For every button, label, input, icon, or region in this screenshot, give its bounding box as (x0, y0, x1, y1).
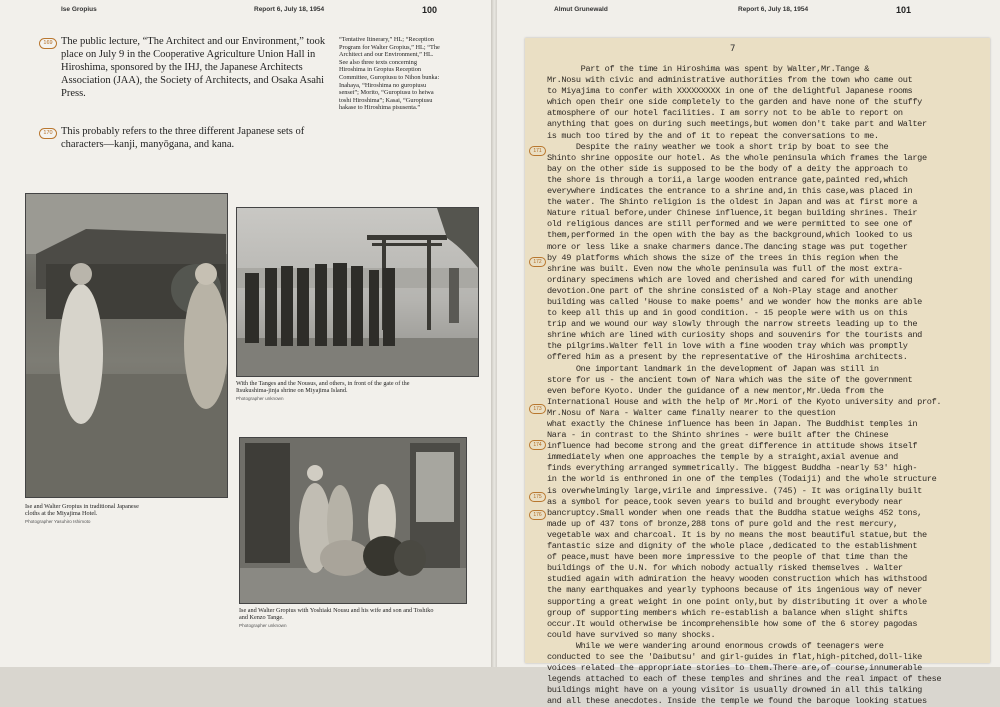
caption-photo-1 (25, 503, 145, 525)
left-page (0, 0, 493, 667)
note-marker-170: 170 (39, 128, 57, 139)
typescript-marker-172: 172 (529, 257, 546, 267)
typescript-line: Mr.Nosu of Nara - Walter came finally nearer to the question (547, 407, 836, 418)
note-marker-169: 169 (39, 38, 57, 49)
caption-photo-3 (239, 607, 439, 629)
note-170-text: This probably refers to the three different Japanese sets of characters—kanji, manyōgana, and kana. (61, 126, 305, 150)
typescript-line: is much too tired by the and of it to repeat the conversations to me. (547, 130, 879, 141)
typescript-line: old religious dances are still performed and we were permitted to see one of (547, 219, 913, 230)
typescript-line: made up of 437 tons of bronze,288 tons of pure gold and the rest mercury, (547, 518, 898, 529)
typescript-line: even before Kyoto. Under the guidance of a new mentor,Mr.Ueda from the (547, 385, 884, 396)
typescript-line: which open their one side completely to the garden and have none of the stuffy (547, 97, 922, 108)
caption-photo-1-credit: Photographer Yasuhiro Ishimoto (25, 518, 91, 524)
typescript-line: more or less like a snake charmers dance.The dancing stage was put together (547, 241, 908, 252)
typescript-line: finds everything arranged symmetrically. The biggest Buddha -nearly 53' high- (547, 463, 918, 474)
photo-itsukushima-shrine-gate-image (237, 208, 478, 376)
typescript-line: the water. The Shinto religion is the oldest in Japan and was at first more a (547, 197, 918, 208)
photo-gropius-nousu-tange (239, 437, 467, 604)
caption-photo-2-credit: Photographer unknown (236, 395, 284, 401)
photo-itsukushima-shrine-gate (236, 207, 479, 377)
typescript-line: buildings might have on a young visitor is usually drowned in all this talking (547, 685, 922, 696)
typescript-line: them,performed in the open with the bay as the background,which looked to us (547, 230, 913, 241)
typescript-line: influence had become strong and the great difference in attitude shows itself (547, 441, 918, 452)
typescript-line: bancruptcy.Small wonder when one reads that the Buddha statue weighs 452 tons, (547, 507, 922, 518)
typescript-line: vegetable wax and charcoal. It is by no means the most beautiful statue,but the (547, 529, 927, 540)
caption-photo-2 (236, 380, 436, 402)
typescript-line: occur.It would otherwise be incomprehensible how some of the 6 storey pagodas (547, 618, 918, 629)
typescript-line: could have survived so many shocks. (547, 629, 716, 640)
typescript-line: voices related the appropriate stories to them.There are,of course,innumerable (547, 663, 922, 674)
typescript-line: atmosphere of our hotel facilities. I am sorry not to be able to report on (547, 108, 903, 119)
typescript-line: One important landmark in the development of Japan was still in (547, 363, 879, 374)
typescript-line: to Miyajima to confer with XXXXXXXXX in one of the delightful Japanese rooms (547, 86, 913, 97)
typescript-line: of peace,must have been more impressive to the people of that time than the (547, 552, 908, 563)
typescript-line: International House and with the help of Mr.Mori of the Kyoto university and prof. (547, 396, 942, 407)
caption-photo-2-text: With the Tanges and the Nousus, and others, in front of the gate of the Itsukushima-jinja shrine on Miyajima Island. (236, 380, 410, 395)
photo-gropius-miyajima-hotel-image (26, 194, 227, 497)
typescript-line: ordinary specimens which are loved and cherished and cared for with unending (547, 274, 913, 285)
typescript-line: what exactly the Chinese influence has been in Japan. The Buddhist temples in (547, 419, 918, 429)
typescript-line: in the world is enthroned in one of the temples (Todaiji) and the whole structure (547, 474, 937, 485)
typescript-line: everywhere indicates the entrance to a shrine and,in this case,was placed in (547, 186, 913, 197)
typescript-line: as a symbol for peace,took seven years to build and brought everybody near (547, 496, 903, 507)
typescript-line: Nature ritual before,under Chinese influence,it began building shrines. Their (547, 208, 918, 219)
typescript-page-number: 7 (730, 44, 736, 54)
typescript-line: studied again with admiration the heavy wooden construction which has withstood (547, 574, 927, 585)
typescript-line: store for us - the ancient town of Nara which was the site of the government (547, 374, 913, 385)
typescript-marker-176: 176 (529, 510, 546, 520)
typescript-line: the many earthquakes and yearly typhoons because of its ingenious way of never (547, 585, 922, 596)
left-header-author: Ise Gropius (61, 6, 97, 13)
photo-gropius-miyajima-hotel (25, 193, 228, 498)
typescript-line: group of supporting members which re-establish a balance when slight shifts (547, 607, 908, 618)
side-note: “Tentative Itinerary,” HL; “Reception Program for Walter Gropius,” HL; “The Architect and our Environment,” HL. See also three texts concerning Hiroshima in Gropius Reception Committee, Guropiusu to Nihon bunka: Inahaya, “Hiroshima no guropiusu sensei”; Morito, “Guropiusu to heiwa toshi Hiroshima”; Kasai, “Guropiusu hakase to Hiroshima pisusenta.” (339, 36, 440, 112)
typescript-line: building was called 'House to make poems' and we wonder how the monks are able (547, 296, 922, 307)
caption-photo-3-credit: Photographer unknown (239, 622, 287, 628)
typescript-line: Nara - in contrast to the Shinto shrines - were built after the Chinese (547, 430, 889, 441)
typescript-line: by 49 platforms which shows the size of the trees in this region when the (547, 252, 898, 263)
typescript-line: the shore is through a torii,a large wooden entrance gate,painted red,which (547, 174, 908, 185)
typescript-line: conducted to see the 'Daibutsu' and girl-guides in flat,high-pitched,doll-like (547, 651, 922, 662)
typescript-marker-174: 174 (529, 440, 546, 450)
typescript-line: Mr.Nosu with civic and administrative authorities from the town who came out (547, 75, 913, 86)
typescript-line: to keep all this up and in good condition. - 15 people were with us on this (547, 308, 908, 319)
typescript-line: bay on the other side is supposed to be the body of a deity the approach to (547, 163, 908, 174)
caption-photo-3-text: Ise and Walter Gropius with Yoshiaki Nousu and his wife and son and Toshiko and Kenzo Tange. (239, 607, 434, 622)
right-header-report: Report 6, July 18, 1954 (738, 6, 809, 13)
typescript-line: trip and we wound our way slowly through the narrow streets leading up to the (547, 319, 918, 330)
typescript-line: offered him as a present by the representative of the Hiroshima architects. (547, 352, 908, 363)
typescript-marker-175: 175 (529, 492, 546, 502)
caption-photo-1-text: Ise and Walter Gropius in traditional Japanese cloths at the Miyajima Hotel. (25, 503, 139, 518)
typescript-line: legends attached to each of these temples and shrines and the real impact of these (547, 674, 942, 685)
left-page-number: 100 (422, 5, 438, 15)
typescript-line: fantastic size and dignity of the whole place ,dedicated to the establishment (547, 541, 918, 552)
note-169-text: The public lecture, “The Architect and our Environment,” took place on July 9 in the Cooperative Agriculture Union Hall in Hiroshima, sponsored by the IHJ, the Japanese Architects Association (JAA), the Society of Architects, and Osaka Asahi Press. (61, 36, 326, 99)
typescript-line: shrine which are lined with curiosity shops and souvenirs for the tourists and (547, 330, 922, 341)
typescript-marker-171: 171 (529, 146, 546, 156)
typescript-line: While we were wandering around enormous crowds of teenagers were (547, 640, 884, 651)
right-page-number: 101 (896, 5, 912, 15)
photo-gropius-nousu-tange-image (240, 438, 466, 603)
typescript-line: Shinto shrine opposite our hotel. As the whole peninsula which frames the large (547, 152, 927, 163)
typescript-line: shrine was built. Even now the whole peninsula was full of the most extra- (547, 263, 903, 274)
typescript-line: the pilgrims.Walter fell in love with a fine wooden tray which was promptly (547, 341, 908, 352)
typescript-line: is overwhelmingly large,virile and impressive. (745) - It was originally built (547, 485, 922, 496)
typescript-line: anything that goes on during such meetings,but women don't take part and Walter (547, 119, 927, 130)
typescript-line: and all these anecdotes. Inside the temple we found the baroque looking statues (547, 696, 927, 707)
typescript-line: Part of the time in Hiroshima was spent by Walter,Mr.Tange & (547, 64, 870, 74)
left-header-report: Report 6, July 18, 1954 (254, 6, 325, 13)
typescript-line: supporting a great weight in one point only,but by distributing it over a whole (547, 596, 927, 607)
right-header-author: Almut Grunewald (554, 6, 608, 13)
typescript-line: buildings of the U.N. for which nobody actually risked themselves . Walter (547, 563, 903, 574)
typescript-body (547, 64, 987, 707)
typescript-line: devotion.One part of the shrine consisted of a Noh-Play stage and another (547, 285, 898, 296)
typescript-marker-173: 173 (529, 404, 546, 414)
typescript-line: Despite the rainy weather we took a short trip by boat to see the (547, 141, 889, 152)
typescript-line: immediately when one approaches the temple by a straight,axial avenue and (547, 452, 898, 463)
